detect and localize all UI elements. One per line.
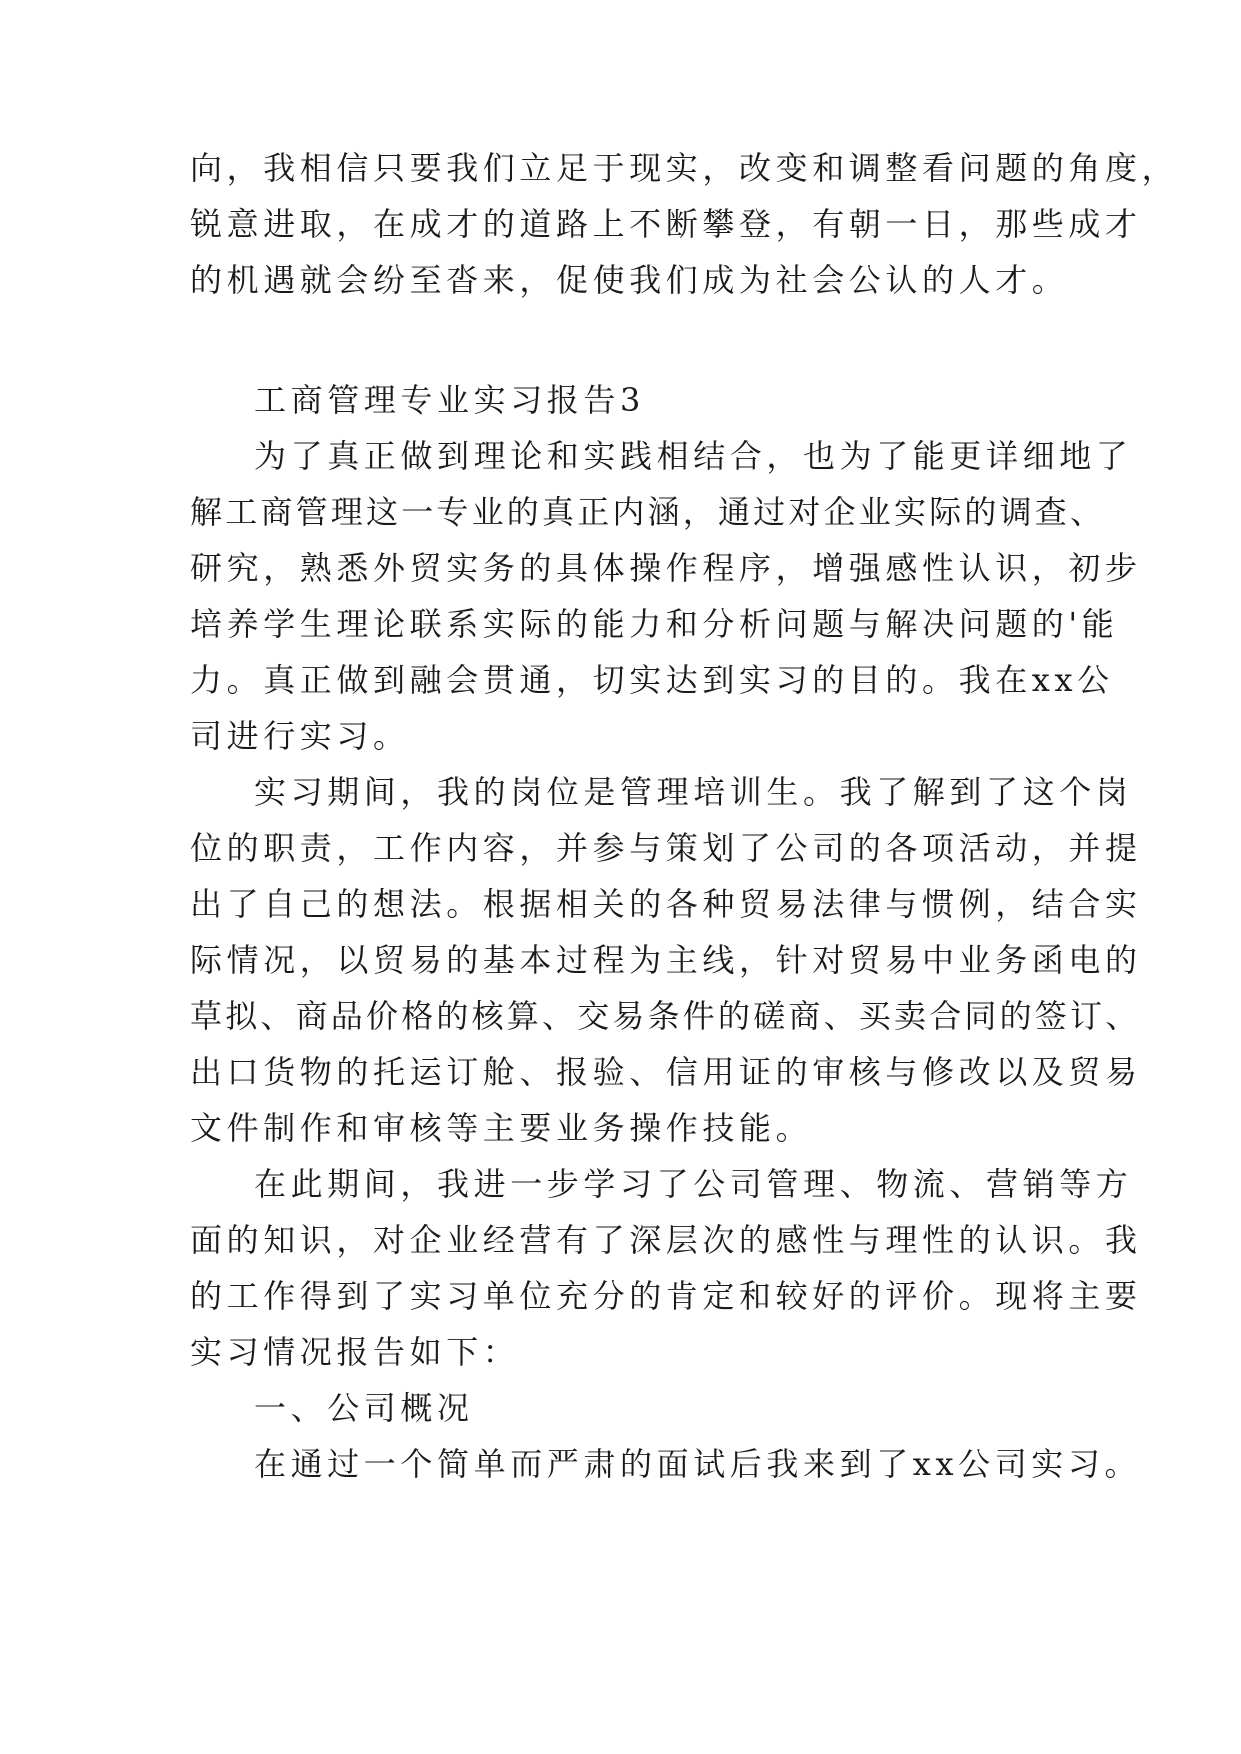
body-text-line: 位的职责，工作内容，并参与策划了公司的各项活动，并提 [190, 829, 1142, 867]
body-text-line: 实习情况报告如下： [190, 1333, 520, 1371]
subsection-heading: 一、公司概况 [254, 1389, 474, 1427]
body-text-line: 在通过一个简单而严肃的面试后我来到了xx公司实习。 [254, 1445, 1142, 1483]
section-heading: 工商管理专业实习报告3 [254, 381, 645, 419]
body-text-line: 研究，熟悉外贸实务的具体操作程序，增强感性认识，初步 [190, 549, 1142, 587]
body-text-line: 培养学生理论联系实际的能力和分析问题与解决问题的'能 [190, 605, 1119, 643]
body-text-line: 的工作得到了实习单位充分的肯定和较好的评价。现将主要 [190, 1277, 1142, 1315]
body-text-line: 出了自己的想法。根据相关的各种贸易法律与惯例，结合实 [190, 885, 1142, 923]
body-text-line: 的机遇就会纷至沓来，促使我们成为社会公认的人才。 [190, 261, 1069, 299]
body-text-line: 草拟、商品价格的核算、交易条件的磋商、买卖合同的签订、 [190, 997, 1141, 1035]
body-text-line: 文件制作和审核等主要业务操作技能。 [190, 1109, 813, 1147]
body-text-line: 出口货物的托运订舱、报验、信用证的审核与修改以及贸易 [190, 1053, 1142, 1091]
body-text-line: 解工商管理这一专业的真正内涵，通过对企业实际的调查、 [190, 493, 1106, 531]
body-text-line: 锐意进取，在成才的道路上不断攀登，有朝一日，那些成才 [190, 205, 1142, 243]
body-text-line: 面的知识，对企业经营有了深层次的感性与理性的认识。我 [190, 1221, 1142, 1259]
body-text-line: 实习期间，我的岗位是管理培训生。我了解到了这个岗 [254, 773, 1133, 811]
body-text-line: 向，我相信只要我们立足于现实，改变和调整看问题的角度， [190, 149, 1179, 187]
body-text-line: 际情况，以贸易的基本过程为主线，针对贸易中业务函电的 [190, 941, 1142, 979]
body-text-line: 为了真正做到理论和实践相结合，也为了能更详细地了 [254, 437, 1133, 475]
body-text-line: 在此期间，我进一步学习了公司管理、物流、营销等方 [254, 1165, 1133, 1203]
body-text-line: 司进行实习。 [190, 717, 410, 755]
body-text-line: 力。真正做到融会贯通，切实达到实习的目的。我在xx公 [190, 661, 1114, 699]
